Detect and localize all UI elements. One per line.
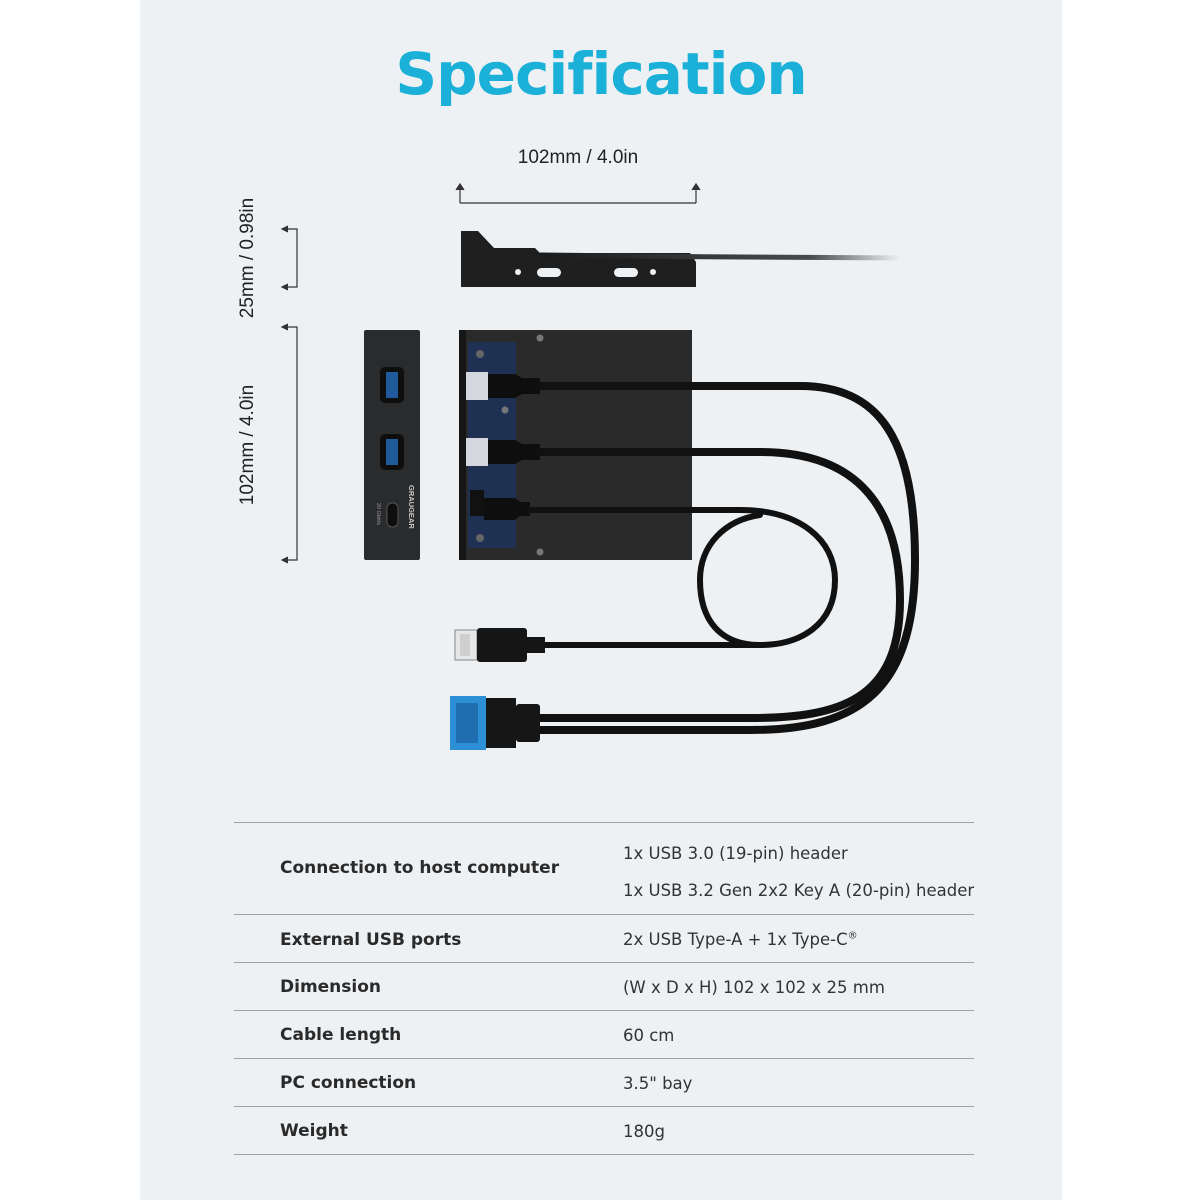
table-row — [234, 915, 974, 963]
spec-label: Connection to host computer — [280, 858, 560, 878]
specification-table — [234, 822, 974, 1155]
spec-label: PC connection — [280, 1073, 417, 1093]
spec-label: Cable length — [280, 1025, 402, 1045]
port-speed-label: 20 Gbit/s — [375, 503, 381, 526]
usb-c-header-connector — [455, 628, 545, 662]
spec-value: 1x USB 3.0 (19-pin) header — [623, 844, 848, 863]
height-dimension-marker — [282, 226, 297, 290]
spec-value — [623, 930, 858, 949]
table-row — [234, 1059, 974, 1107]
brand-logo: GRAUGEAR — [407, 485, 416, 529]
spec-value: 3.5" bay — [623, 1074, 693, 1093]
page-title: Specification — [395, 40, 807, 108]
width-dimension-label: 102mm / 4.0in — [517, 147, 639, 168]
table-row — [234, 963, 974, 1011]
spec-value: 1x USB 3.2 Gen 2x2 Key A (20-pin) header — [623, 881, 975, 900]
spec-label: External USB ports — [280, 930, 462, 950]
spec-value: 60 cm — [623, 1026, 675, 1045]
front-panel — [364, 330, 420, 560]
spec-label: Weight — [280, 1121, 348, 1141]
side-view-bay — [461, 231, 900, 287]
height-dimension-label: 25mm / 0.98in — [237, 197, 258, 319]
top-view-bay — [459, 330, 692, 560]
table-row — [234, 823, 974, 915]
spec-value: (W x D x H) 102 x 102 x 25 mm — [623, 978, 885, 997]
width-dimension-marker — [456, 184, 700, 203]
registered-mark: ® — [847, 930, 858, 942]
depth-dimension-label: 102mm / 4.0in — [237, 384, 258, 506]
spec-label: Dimension — [280, 977, 382, 997]
table-row — [234, 1107, 974, 1155]
usb3-header-connector — [450, 696, 540, 750]
spec-value-text: 2x USB Type-A + 1x Type-C — [623, 930, 848, 949]
depth-dimension-marker — [282, 324, 297, 563]
table-row — [234, 1011, 974, 1059]
spec-value: 180g — [623, 1122, 665, 1141]
